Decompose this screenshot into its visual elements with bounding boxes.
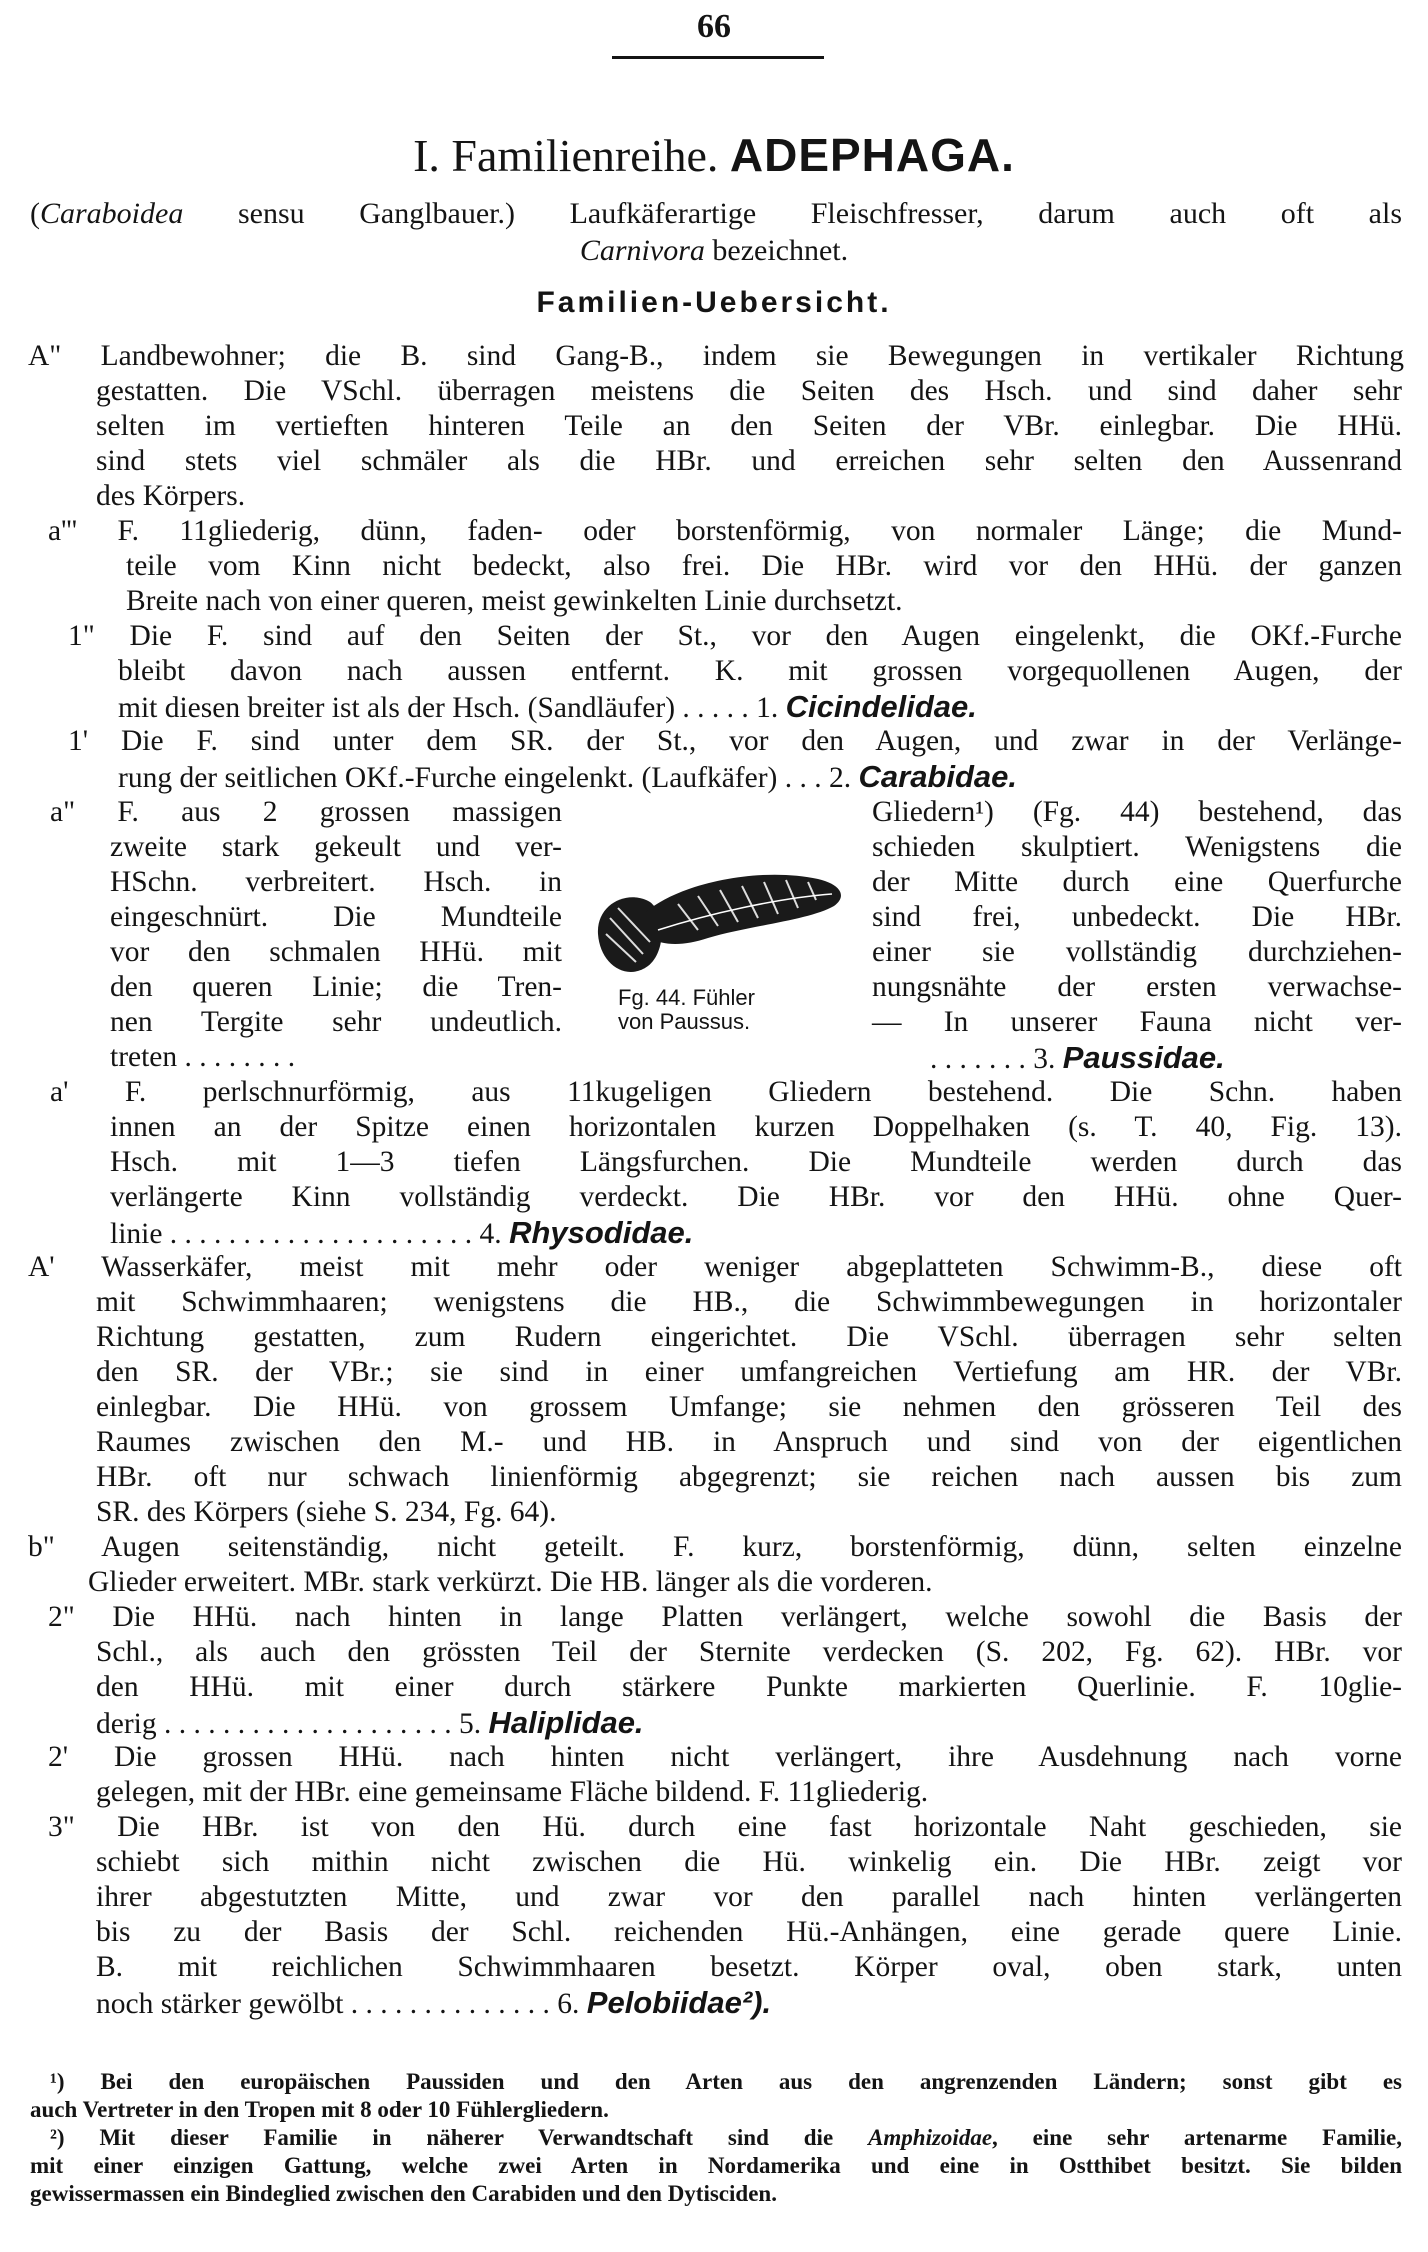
key-line: 1' Die F. sind unter dem SR. der St., vor den Augen, und zwar in der Verlänge- (68, 725, 1402, 757)
figure-caption (618, 986, 755, 1034)
section-title: Familien-Uebersicht. (536, 286, 892, 319)
family-name: Rhysodidae. (509, 1215, 694, 1250)
key-line-family (930, 1040, 1225, 1077)
key-line: a' F. perlschnurförmig, aus 11kugeligen Gliedern bestehend. Die Schn. haben (50, 1076, 1402, 1108)
figure-caption-line: von Paussus. (618, 1009, 751, 1034)
key-line: Richtung gestatten, zum Rudern eingerichtet. Die VSchl. überragen sehr selten (96, 1321, 1402, 1353)
intro-term-2: Carnivora (579, 234, 705, 267)
family-name: Carabidae. (858, 759, 1018, 794)
footnote-line: mit einer einzigen Gattung, welche zwei Arten in Nordamerika und eine in Ostthibet besitzt. Sie bilden (30, 2153, 1402, 2178)
key-line: des Körpers. (96, 480, 246, 512)
paussidae-left-line: den queren Linie; die Tren- (110, 971, 562, 1003)
figure-caption-line: Fg. 44. Fühler (618, 985, 755, 1010)
key-line: teile vom Kinn nicht bedeckt, also frei. Die HBr. wird vor den HHü. der ganzen (126, 550, 1402, 582)
footnote-line (50, 2124, 1402, 2151)
key-line: innen an der Spitze einen horizontalen kurzen Doppelhaken (s. T. 40, Fig. 13). (110, 1111, 1402, 1143)
intro-text: sensu Ganglbauer.) Laufkäferartige Fleischfresser, darum auch oft als (183, 197, 1402, 230)
intro-line-1 (30, 196, 1402, 232)
key-line: B. mit reichlichen Schwimmhaaren besetzt. Körper oval, oben stark, unten (96, 1951, 1402, 1983)
paussidae-left-line: vor den schmalen HHü. mit (110, 936, 562, 968)
intro-term: Caraboidea (40, 197, 184, 230)
key-line: 2" Die HHü. nach hinten in lange Platten verlängert, welche sowohl die Basis der (48, 1601, 1402, 1633)
key-line: 3" Die HBr. ist von den Hü. durch eine fast horizontale Naht geschieden, sie (48, 1811, 1402, 1843)
key-line-family (110, 1215, 693, 1252)
key-line: gelegen, mit der HBr. eine gemeinsame Fläche bildend. F. 11gliederig. (96, 1776, 929, 1808)
key-line: gestatten. Die VSchl. überragen meistens die Seiten des Hsch. und sind daher sehr (96, 375, 1402, 407)
paussidae-left-line: eingeschnürt. Die Mundteile (110, 901, 562, 933)
intro-line-2 (0, 234, 1428, 268)
key-line: den SR. der VBr.; sie sind in einer umfangreichen Vertiefung am HR. der VBr. (96, 1356, 1402, 1388)
paussidae-right-line: — In unserer Fauna nicht ver- (872, 1006, 1402, 1038)
key-line: sind stets viel schmäler als die HBr. und erreichen sehr selten den Aussenrand (96, 445, 1402, 477)
footnote-term: Amphizoidae (868, 2125, 993, 2150)
key-line-family (96, 1705, 644, 1742)
key-line-family (118, 689, 1402, 726)
paussidae-right-line: sind frei, unbedeckt. Die HBr. (872, 901, 1402, 933)
page-title (0, 128, 1428, 182)
title-main: ADEPHAGA. (729, 129, 1015, 181)
footnote-text: , eine sehr artenarme Familie, (992, 2125, 1403, 2150)
key-line: Hsch. mit 1—3 tiefen Längsfurchen. Die Mundteile werden durch das (110, 1146, 1402, 1178)
page-number: 66 (697, 8, 731, 45)
key-line-text: derig . . . . . . . . . . . . . . . . . . . . 5. (96, 1708, 482, 1740)
key-line: Raumes zwischen den M.- und HB. in Anspruch und sind von der eigentlichen (96, 1426, 1402, 1458)
key-line: Glieder erweitert. MBr. stark verkürzt. Die HB. länger als die vorderen. (88, 1566, 933, 1598)
key-line: ihrer abgestutzten Mitte, und zwar vor den parallel nach hinten verlängerten (96, 1881, 1402, 1913)
family-name: Haliplidae. (488, 1705, 644, 1740)
key-line-text: rung der seitlichen OKf.-Furche eingelenkt. (Laufkäfer) . . . 2. (118, 762, 852, 794)
key-line-text: mit diesen breiter ist als der Hsch. (Sandläufer) . . . . . 1. (118, 692, 779, 724)
key-line: schiebt sich mithin nicht zwischen die Hü. winkelig ein. Die HBr. zeigt vor (96, 1846, 1402, 1878)
key-line: b" Augen seitenständig, nicht geteilt. F. kurz, borstenförmig, dünn, selten einzelne (28, 1531, 1402, 1563)
key-line-family (96, 1985, 771, 2022)
paussidae-left-line: a" F. aus 2 grossen massigen (50, 796, 562, 828)
key-line: den HHü. mit einer durch stärkere Punkte markierten Querlinie. F. 10glie- (96, 1671, 1402, 1703)
key-line: A' Wasserkäfer, meist mit mehr oder weniger abgeplatteten Schwimm-B., diese oft (28, 1251, 1402, 1283)
key-line: 1" Die F. sind auf den Seiten der St., vor den Augen eingelenkt, die OKf.-Furche (68, 620, 1402, 652)
paussidae-left-line: nen Tergite sehr undeutlich. (110, 1006, 562, 1038)
key-line: HBr. oft nur schwach linienförmig abgegrenzt; sie reichen nach aussen bis zum (96, 1461, 1402, 1493)
key-line: Schl., als auch den grössten Teil der Sternite verdecken (S. 202, Fg. 62). HBr. vor (96, 1636, 1402, 1668)
intro-text-2: bezeichnet. (704, 234, 849, 267)
page-number-rule (612, 56, 824, 59)
key-line: bleibt davon nach aussen entfernt. K. mit grossen vorgequollenen Augen, der (118, 655, 1402, 687)
key-line-text: linie . . . . . . . . . . . . . . . . . . . . . 4. (110, 1218, 502, 1250)
key-line-text: noch stärker gewölbt . . . . . . . . . . . . . . 6. (96, 1988, 580, 2020)
paussidae-right-line: schieden skulptiert. Wenigstens die (872, 831, 1402, 863)
paussidae-right-line: einer sie vollständig durchziehen- (872, 936, 1402, 968)
footnote-line: ¹) Bei den europäischen Paussiden und den Arten aus den angrenzenden Ländern; sonst gibt es (50, 2069, 1402, 2094)
key-line-text: . . . . . . . 3. (930, 1043, 1056, 1075)
key-line: Breite nach von einer queren, meist gewinkelten Linie durchsetzt. (126, 585, 903, 617)
footnote-text: ²) Mit dieser Familie in näherer Verwandtschaft sind die (50, 2125, 869, 2150)
key-line: einlegbar. Die HHü. von grossem Umfange; sie nehmen den grösseren Teil des (96, 1391, 1402, 1423)
footnote-line: gewissermassen ein Bindeglied zwischen den Carabiden und den Dytisciden. (30, 2181, 777, 2206)
family-name: Paussidae. (1062, 1040, 1225, 1075)
family-name: Pelobiidae (586, 1985, 742, 2020)
key-line: a''' F. 11gliederig, dünn, faden- oder borstenförmig, von normaler Länge; die Mund- (48, 515, 1402, 547)
paussidae-left-line: zweite stark gekeult und ver- (110, 831, 562, 863)
key-line: verlängerte Kinn vollständig verdeckt. Die HBr. vor den HHü. ohne Quer- (110, 1181, 1402, 1213)
key-line: 2' Die grossen HHü. nach hinten nicht verlängert, ihre Ausdehnung nach vorne (48, 1741, 1402, 1773)
paussidae-right-line: Gliedern¹) (Fg. 44) bestehend, das (872, 796, 1402, 828)
key-line: SR. des Körpers (siehe S. 234, Fg. 64). (96, 1496, 557, 1528)
key-line: bis zu der Basis der Schl. reichenden Hü.-Anhängen, eine gerade quere Linie. (96, 1916, 1402, 1948)
footnote-line: auch Vertreter in den Tropen mit 8 oder 10 Fühlergliedern. (30, 2097, 609, 2122)
key-line: treten . . . . . . . . (110, 1041, 296, 1073)
key-line: selten im vertieften hinteren Teile an den Seiten der VBr. einlegbar. Die HHü. (96, 410, 1402, 442)
key-line-family (118, 759, 1017, 796)
paussidae-right-line: der Mitte durch eine Querfurche (872, 866, 1402, 898)
footnote-mark: ²). (741, 1985, 772, 2020)
paussidae-right-line: nungsnähte der ersten verwachse- (872, 971, 1402, 1003)
key-line: A" Landbewohner; die B. sind Gang-B., indem sie Bewegungen in vertikaler Richtung (28, 340, 1404, 372)
family-name: Cicindelidae. (785, 689, 977, 724)
key-line: mit Schwimmhaaren; wenigstens die HB., die Schwimmbewegungen in horizontaler (96, 1286, 1402, 1318)
intro-paren: ( (30, 197, 40, 230)
paussidae-left-line: HSchn. verbreitert. Hsch. in (110, 866, 562, 898)
title-prefix: I. Familienreihe. (413, 130, 719, 181)
